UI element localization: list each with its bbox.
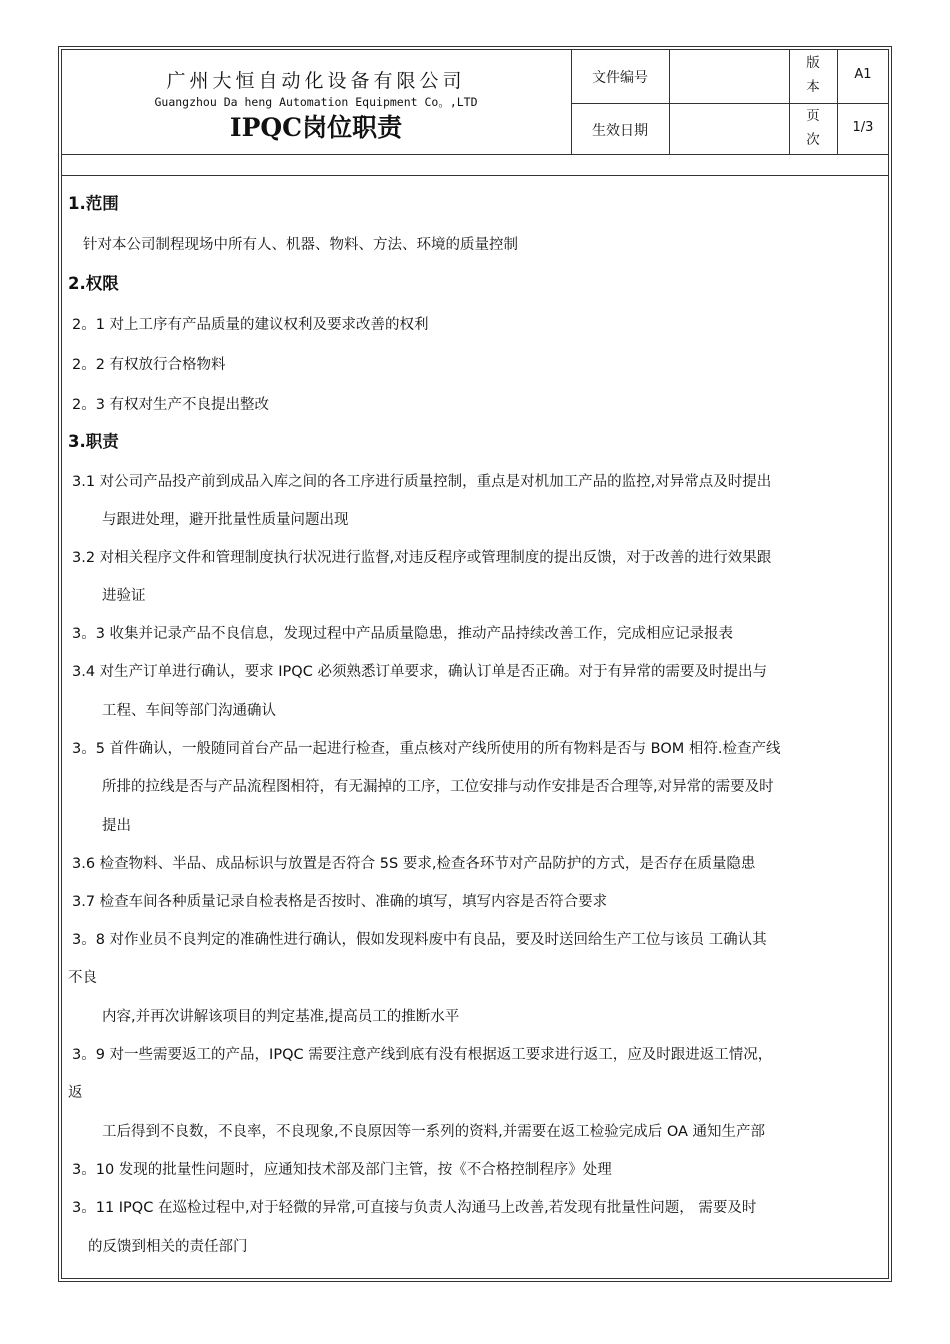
header-col-4 (837, 49, 838, 154)
body-line: 3。11 IPQC 在巡检过程中,对于轻微的异常,可直接与负责人沟通马上改善,若发现有批量性问题， 需要及时 (72, 1200, 757, 1216)
body-line: 3。9 对一些需要返工的产品，IPQC 需要注意产线到底有没有根据返工要求进行返工，应及时跟进返工情况， (72, 1047, 773, 1063)
body-line: 3。5 首件确认，一般随同首台产品一起进行检查，重点核对产线所使用的所有物料是否与 BOM 相符.检查产线 (72, 741, 781, 757)
document-title: IPQC岗位职责 (229, 113, 403, 142)
body-line: 3.1 对公司产品投产前到成品入库之间的各工序进行质量控制，重点是对机加工产品的监控,对异常点及时提出 (72, 474, 772, 490)
body-line: 2。3 有权对生产不良提出整改 (72, 397, 270, 413)
section-heading-authority: 2.权限 (68, 274, 119, 293)
version-value: A1 (854, 67, 872, 82)
body-line: 3.2 对相关程序文件和管理制度执行状况进行监督,对违反程序或管理制度的提出反馈，对于改善的进行效果跟 (72, 550, 772, 566)
body-line: 所排的拉线是否与产品流程图相符，有无漏掉的工序，工位安排与动作安排是否合理等,对异常的需要及时 (102, 779, 774, 795)
body-line: 3。10 发现的批量性问题时，应通知技术部及部门主管，按《不合格控制程序》处理 (72, 1162, 612, 1178)
header-divider (571, 103, 889, 104)
section-heading-scope: 1.范围 (68, 194, 119, 213)
section-heading-duties: 3.职责 (68, 432, 119, 451)
header-col-2 (669, 49, 670, 154)
body-line: 工程、车间等部门沟通确认 (102, 703, 276, 719)
effective-date-label: 生效日期 (592, 123, 648, 139)
body-line: 内容,并再次讲解该项目的判定基准,提高员工的推断水平 (102, 1009, 460, 1025)
body-line: 工后得到不良数，不良率，不良现象,不良原因等一系列的资料,并需要在返工检验完成后 OA 通知生产部 (102, 1124, 766, 1140)
body-line: 进验证 (102, 588, 146, 604)
page-label: 页次 (806, 108, 820, 148)
company-name-en: Guangzhou Da heng Automation Equipment Co。,LTD (154, 95, 478, 109)
body-line: 2。2 有权放行合格物料 (72, 357, 226, 373)
version-label: 版本 (806, 55, 820, 95)
body-line: 2。1 对上工序有产品质量的建议权利及要求改善的权利 (72, 317, 429, 333)
body-line: 提出 (102, 818, 131, 834)
body-line: 3.7 检查车间各种质量记录自检表格是否按时、准确的填写，填写内容是否符合要求 (72, 894, 608, 910)
body-line: 返 (68, 1085, 83, 1101)
body-line: 3.4 对生产订单进行确认，要求 IPQC 必须熟悉订单要求，确认订单是否正确。对于有异常的需要及时提出与 (72, 664, 767, 680)
header-bottom-line (61, 154, 889, 155)
page-value: 1/3 (852, 120, 874, 135)
body-line: 针对本公司制程现场中所有人、机器、物料、方法、环境的质量控制 (83, 237, 518, 253)
body-line: 的反馈到相关的责任部门 (88, 1239, 248, 1255)
doc-no-label: 文件编号 (592, 70, 648, 86)
body-line: 不良 (68, 970, 97, 986)
company-name-cn: 广州大恒自动化设备有限公司 (166, 70, 466, 92)
header-col-3 (789, 49, 790, 154)
body-line: 3。3 收集并记录产品不良信息，发现过程中产品质量隐患，推动产品持续改善工作，完成相应记录报表 (72, 626, 734, 642)
body-line: 与跟进处理，避开批量性质量问题出现 (102, 512, 349, 528)
body-line: 3。8 对作业员不良判定的准确性进行确认，假如发现料废中有良品，要及时送回给生产工位与该员 工确认其 (72, 932, 767, 948)
body-line: 3.6 检查物料、半品、成品标识与放置是否符合 5S 要求,检查各环节对产品防护的方式，是否存在质量隐患 (72, 856, 756, 872)
blank-row-bottom-line (61, 175, 889, 176)
